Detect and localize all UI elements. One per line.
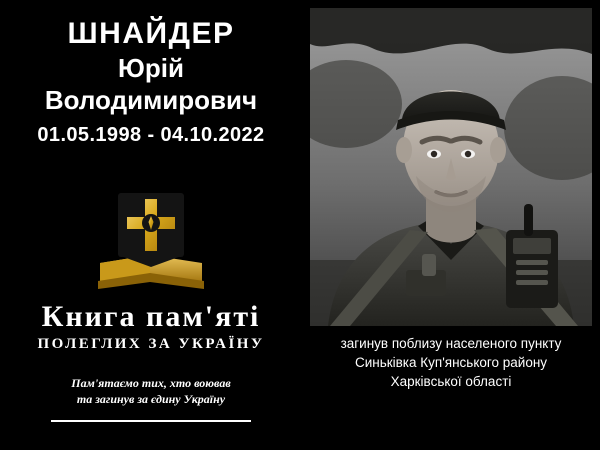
logo-subtitle: ПОЛЕГЛИХ ЗА УКРАЇНУ <box>37 336 265 352</box>
patronymic: Володимирович <box>44 85 258 115</box>
motto-line-2: та загинув за єдину Україну <box>76 392 226 406</box>
ukrainian-armed-forces-cross-emblem <box>96 185 206 297</box>
caption-line-3: Харківської області <box>390 374 512 389</box>
memorial-motto <box>0 375 302 407</box>
book-of-memory-logo <box>0 300 302 354</box>
caption-line-1: загинув поблизу населеного пункту <box>340 336 562 351</box>
name-block <box>0 16 302 147</box>
motto-line-1: Пам'ятаємо тих, хто воював <box>71 376 231 390</box>
death-location-caption <box>310 334 592 391</box>
caption-line-2: Синьківка Куп'янського району <box>354 355 548 370</box>
life-dates: 01.05.1998 - 04.10.2022 <box>37 124 265 146</box>
first-name: Юрій <box>118 53 184 83</box>
divider-rule <box>51 420 251 422</box>
surname: ШНАЙДЕР <box>67 17 235 50</box>
soldier-portrait-photo <box>310 8 592 326</box>
right-column <box>310 0 600 450</box>
logo-title: Книга пам'яті <box>41 300 261 333</box>
